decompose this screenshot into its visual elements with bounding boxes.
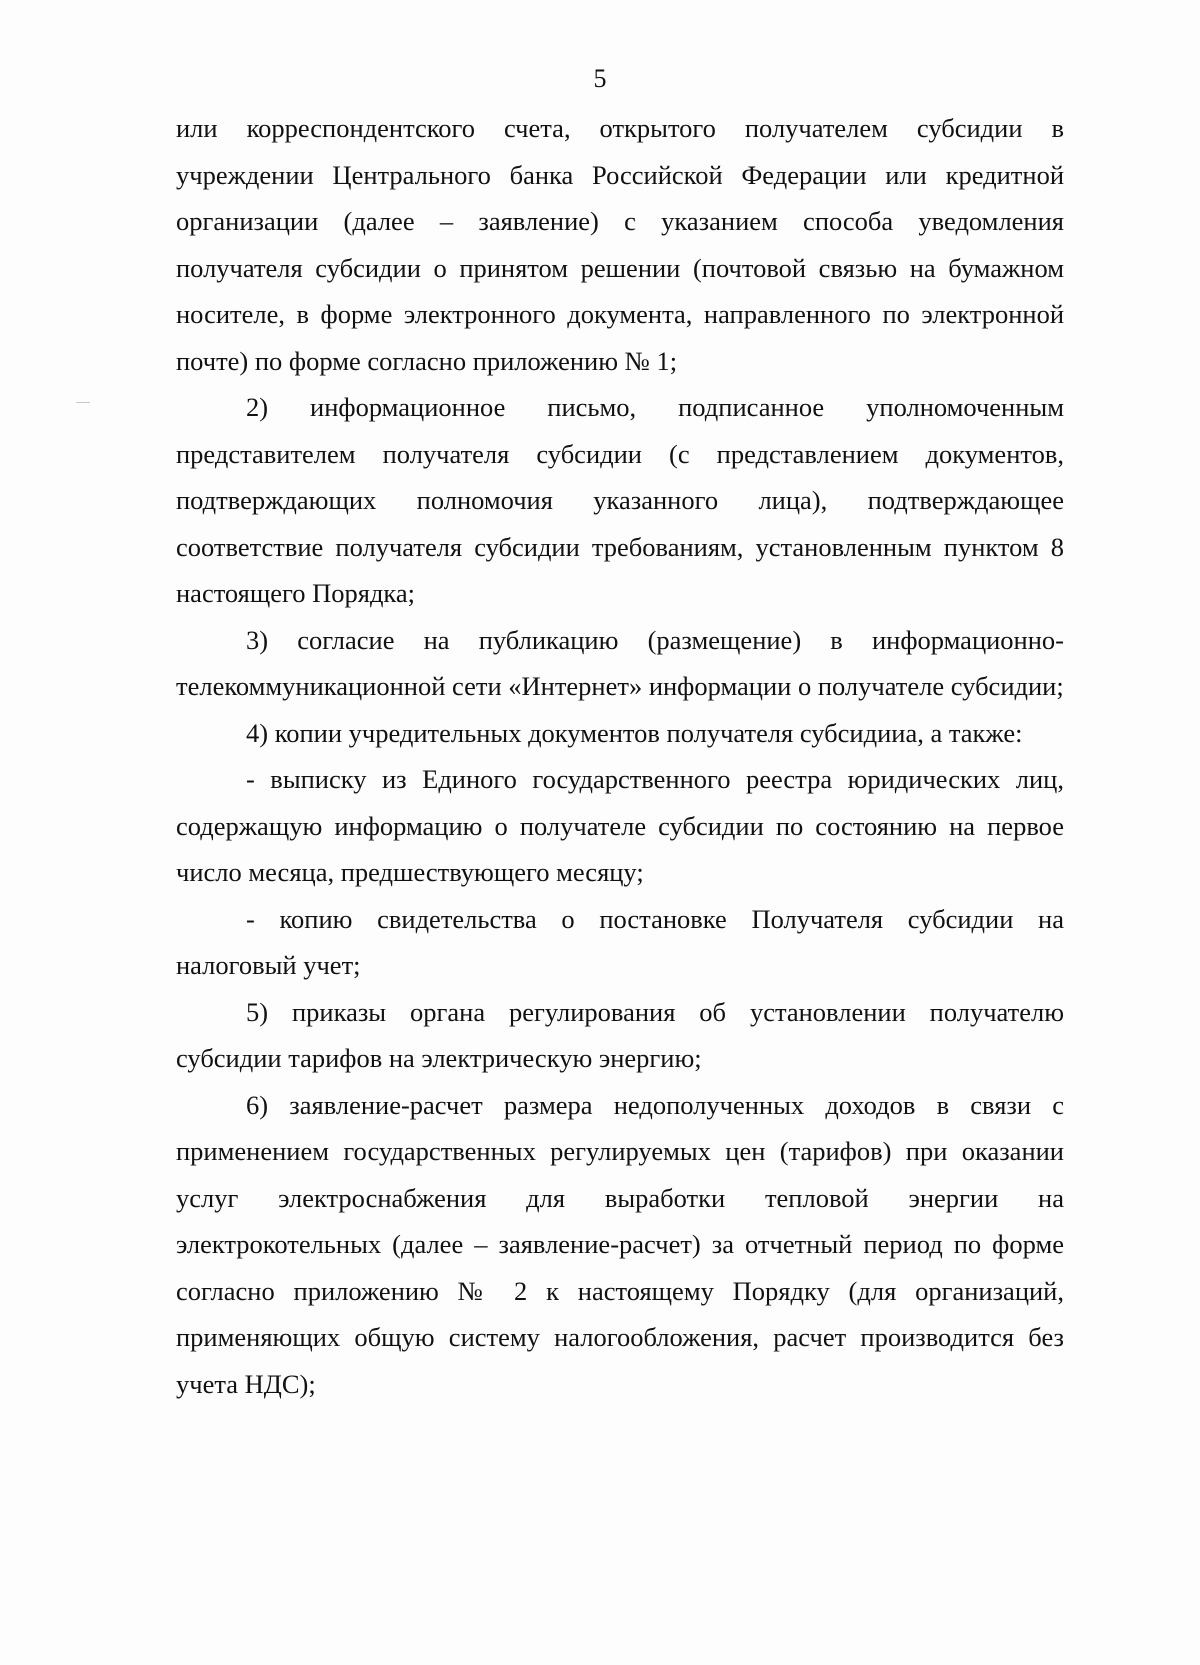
paragraph-tax-certificate: - копию свидетельства о постановке Получателя субсидии на налоговый учет; [176,903,1064,980]
paragraph-item-4: 4) копии учредительных документов получателя субсидииа, а также: [246,717,1023,748]
paragraph-item-5: 5) приказы органа регулирования об установлении получателю субсидии тарифов на электрическую энергию; [176,996,1064,1073]
page-number: 5 [593,64,607,93]
scan-margin-mark [76,402,90,403]
document-body [176,105,1064,1407]
paragraph-item-6: 6) заявление-расчет размера недополученных доходов в связи с применением государственных регулируемых цен (тарифов) при оказании услуг электроснабжения для выработки тепловой энергии на электрокотельных (далее – заявление-расчет) за отчетный период по форме согласно приложению № 2 к настоящему Порядку (для организаций, применяющих общую систему налогообложения, расчет производится без учета НДС); [176,1089,1064,1399]
paragraph-item-2: 2) информационное письмо, подписанное уполномоченным представителем получателя субсидии (с представлением документов, подтверждающих полномочия указанного лица), подтверждающее соответствие получателя субсидии требованиям, установленным пунктом 8 настоящего Порядка; [176,392,1064,608]
paragraph-item-3: 3) согласие на публикацию (размещение) в информационно-телекоммуникационной сети «Интернет» информации о получателе субсидии; [176,624,1064,701]
paragraph-continuation: или корреспондентского счета, открытого получателем субсидии в учреждении Центрального банка Российской Федерации или кредитной организации (далее – заявление) с указанием способа уведомления получателя субсидии о принятом решении (почтовой связью на бумажном носителе, в форме электронного документа, направленного по электронной почте) по форме согласно приложению № 1; [176,113,1064,376]
paragraph-extract-registry: - выписку из Единого государственного реестра юридических лиц, содержащую информацию о получателе субсидии по состоянию на первое число месяца, предшествующего месяцу; [176,764,1064,887]
